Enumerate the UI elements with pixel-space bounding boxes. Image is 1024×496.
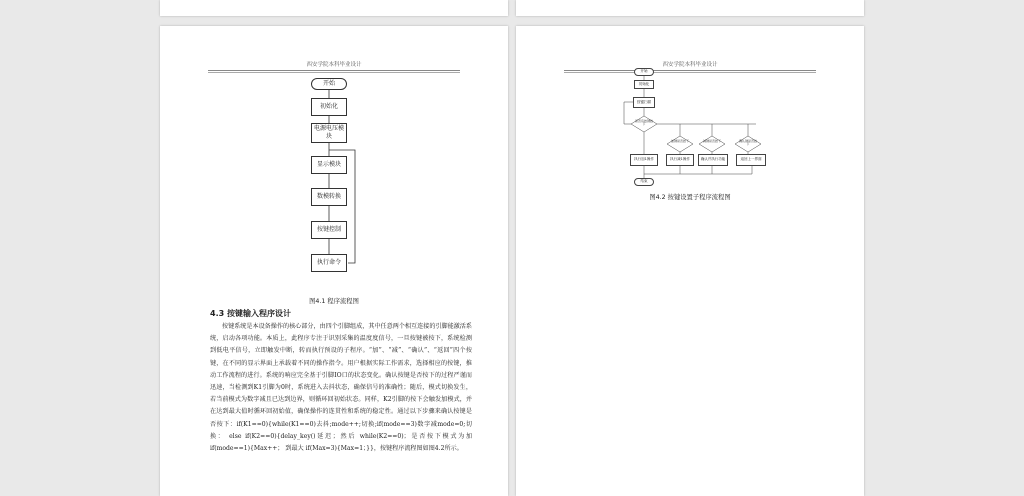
- flow2-init-node: 初始化: [634, 80, 654, 89]
- document-page-right: [516, 26, 864, 496]
- page-header: 西安学院本科毕业设计: [564, 60, 816, 71]
- flow2-action-add: 执行加1操作: [630, 154, 658, 166]
- flow2-decision-add: 加键是否按下: [670, 139, 689, 143]
- flow2-action-return: 返回上一界面: [736, 154, 766, 166]
- flow2-action-sub: 执行减1操作: [666, 154, 694, 166]
- flow2-decision-any: 是否有按键按下: [634, 119, 653, 127]
- flow2-end-node: 结束: [634, 178, 654, 186]
- section-heading: 4.3 按键输入程序设计: [210, 309, 291, 318]
- flow-display-module-node: 显示模块: [311, 156, 347, 174]
- flow2-decision-confirm: 确认键是否按下: [738, 139, 757, 147]
- body-paragraph: [210, 321, 472, 455]
- flow-power-module-node: 电源电压模块: [311, 123, 347, 143]
- previous-page-left: [160, 0, 508, 16]
- flow-execute-node: 执行命令: [311, 254, 347, 272]
- page-header: 西安学院本科毕业设计: [208, 60, 460, 71]
- flow2-decision-sub: 减键是否按下: [702, 139, 721, 143]
- flow2-scan-node: 按键扫描: [633, 97, 655, 108]
- flow-key-control-node: 按键控制: [311, 221, 347, 239]
- flow-init-node: 初始化: [311, 98, 347, 116]
- document-page-left: [160, 26, 508, 496]
- flow2-action-confirm: 确认并执行功能: [698, 154, 728, 166]
- flow-dac-node: 数模转换: [311, 188, 347, 206]
- flow2-start-node: 开始: [634, 68, 654, 76]
- figure-caption: 图4.1 程序流程图: [309, 298, 359, 305]
- figure-caption-2: 图4.2 按键设置子程序流程图: [649, 194, 731, 201]
- paragraph-text: 按键系统是本设备操作的核心部分，由四个引脚组成，其中任意两个相互连接的引脚能激活系统，启动各项功能。本质上，此程序专注于识别采集的温度度信号，一旦按键被按下，系统检测到低电平信号，立即触发中断，转而执行预设的子程序。“加”、“减”、“确认”、“返回”四个按键，在不同的显示界面上承载着不同的操作指令。用户根据实际工作需求，选择相应的按键，推动工作流程的进行。系统的响应完全基于引脚IO口的状态变化。确认按键是否按下的过程严谨而迅速，当检测到K1引脚为0时，系统进入去抖状态，确保信号的准确性；随后，模式切换发生，若当前模式为数字减且已达到边界，则循环回初始状态。同样，K2引脚的按下会触发加模式，并在达到最大值时循环回初始值，确保操作的连贯性和系统的稳定性。通过以下步骤来确认按键是否按下：if(K1==0){while(K1==0)去抖;mode++;切换;if(mode==3)数字减mode=0;切换： else if(K2==0){delay_key()延迟；然后 while(K2==0)；是否按下模式为加if(mode==1){Max++； 到最大 if(Max=3){Max=1；}}，按键程序流程图如图4.2所示。: [210, 323, 472, 453]
- previous-page-right: [516, 0, 864, 16]
- key-flowchart-connectors: [516, 26, 864, 196]
- flow-start-node: 开始: [311, 78, 347, 90]
